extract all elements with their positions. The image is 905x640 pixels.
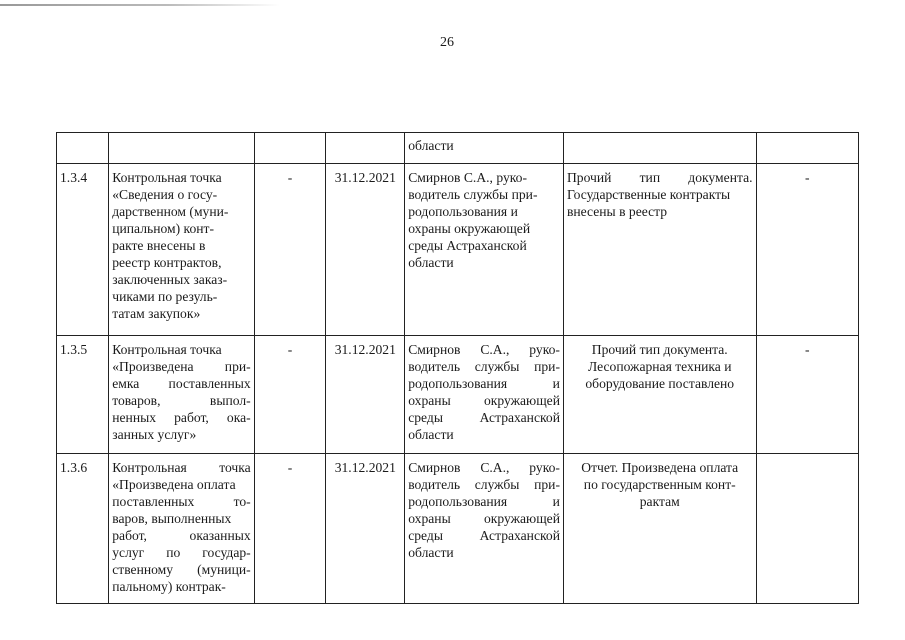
- responsible-line: области: [408, 255, 454, 270]
- fact-value: -: [287, 460, 293, 475]
- cell-responsible: [405, 454, 564, 604]
- cell-responsible: области: [405, 133, 564, 164]
- cell-document: [563, 164, 756, 336]
- responsible-line: родопользования и: [408, 494, 560, 509]
- cell-num: [57, 164, 109, 336]
- name-line: дарственном (муни-: [112, 204, 229, 219]
- cell-last: [756, 133, 858, 164]
- last-value: -: [804, 342, 810, 357]
- name-line: чиками по резуль-: [112, 289, 218, 304]
- cell-name: [109, 454, 254, 604]
- fact-value: -: [287, 342, 293, 357]
- document-line: Лесопожарная техника и: [587, 359, 732, 374]
- cell-date: [326, 454, 405, 604]
- responsible-line: среды Астраханской: [408, 238, 527, 253]
- document-line: Прочий тип документа.: [566, 170, 753, 185]
- cell-num: [57, 336, 109, 454]
- row-number: 1.3.5: [60, 342, 88, 357]
- cell-last: [756, 164, 858, 336]
- name-line: варов, выполненных: [112, 511, 232, 526]
- date-value: 31.12.2021: [334, 342, 396, 357]
- name-line: ственному (муници-: [112, 562, 251, 577]
- responsible-line: среды Астраханской: [408, 410, 560, 425]
- cell-document: [563, 336, 756, 454]
- name-line: товаров, выпол-: [112, 393, 251, 408]
- name-line: работ, оказанных: [112, 528, 251, 543]
- responsible-line: охраны окружающей: [408, 393, 560, 408]
- table-row-continuation: [57, 133, 859, 164]
- responsible-line: родопользования и: [408, 376, 560, 391]
- cell-num: [57, 454, 109, 604]
- name-line: ракте внесены в: [112, 238, 206, 253]
- cell-num: [57, 133, 109, 164]
- cell-last: [756, 454, 858, 604]
- cell-date: [326, 133, 405, 164]
- name-line: реестр контрактов,: [112, 255, 222, 270]
- name-line: услуг по государ-: [112, 545, 251, 560]
- cell-document: [563, 454, 756, 604]
- name-line: «Произведена оплата: [112, 477, 236, 492]
- cell-last: [756, 336, 858, 454]
- scan-artifact-line: [0, 4, 280, 6]
- cell-date: [326, 336, 405, 454]
- row-number: 1.3.6: [60, 460, 88, 475]
- cell-fact: [254, 133, 326, 164]
- responsible-line: родопользования и: [408, 204, 518, 219]
- name-line: Контрольная точка: [112, 460, 251, 475]
- table-row: [57, 336, 859, 454]
- responsible-line: среды Астраханской: [408, 528, 560, 543]
- cell-date: [326, 164, 405, 336]
- name-line: «Произведена при-: [112, 359, 251, 374]
- name-line: Контрольная точка: [112, 170, 222, 185]
- name-line: поставленных то-: [112, 494, 251, 509]
- name-line: заключенных заказ-: [112, 272, 228, 287]
- cell-name: [109, 133, 254, 164]
- document-line: внесены в реестр: [566, 204, 668, 219]
- responsible-line: Смирнов С.А., руко-: [408, 342, 560, 357]
- document-line: рактам: [639, 494, 680, 509]
- table-row: [57, 164, 859, 336]
- responsible-line: охраны окружающей: [408, 511, 560, 526]
- responsible-line: области: [408, 545, 454, 560]
- cell-responsible: [405, 164, 564, 336]
- document-line: по государственным конт-: [583, 477, 736, 492]
- name-line: ципальном) конт-: [112, 221, 214, 236]
- cell-document: [563, 133, 756, 164]
- page-number: 26: [440, 35, 454, 50]
- document-line: Отчет. Произведена оплата: [581, 460, 739, 475]
- responsible-line: водитель службы при-: [408, 477, 560, 492]
- cell-responsible: [405, 336, 564, 454]
- responsible-line: Смирнов С.А., руко-: [408, 460, 560, 475]
- cell-fact: [254, 164, 326, 336]
- cell-name: [109, 336, 254, 454]
- table-row: [57, 454, 859, 604]
- name-line: емка поставленных: [112, 376, 251, 391]
- name-line: Контрольная точка: [112, 342, 222, 357]
- responsible-line: водитель службы при-: [408, 187, 538, 202]
- responsible-line: Смирнов С.А., руко-: [408, 170, 527, 185]
- fact-value: -: [287, 170, 293, 185]
- responsible-line: водитель службы при-: [408, 359, 560, 374]
- name-line: ненных работ, ока-: [112, 410, 251, 425]
- control-points-table: [56, 132, 859, 604]
- name-line: занных услуг»: [112, 427, 197, 442]
- date-value: 31.12.2021: [334, 460, 396, 475]
- document-line: Прочий тип документа.: [591, 342, 728, 357]
- last-value: -: [804, 170, 810, 185]
- cell-name: [109, 164, 254, 336]
- document-line: оборудование поставлено: [585, 376, 735, 391]
- cell-fact: [254, 454, 326, 604]
- name-line: «Сведения о госу-: [112, 187, 218, 202]
- date-value: 31.12.2021: [334, 170, 396, 185]
- responsible-line: области: [408, 427, 454, 442]
- document-line: Государственные контракты: [566, 187, 731, 202]
- name-line: пальному) контрак-: [112, 579, 226, 594]
- cell-fact: [254, 336, 326, 454]
- row-number: 1.3.4: [60, 170, 88, 185]
- responsible-line: охраны окружающей: [408, 221, 531, 236]
- name-line: татам закупок»: [112, 306, 201, 321]
